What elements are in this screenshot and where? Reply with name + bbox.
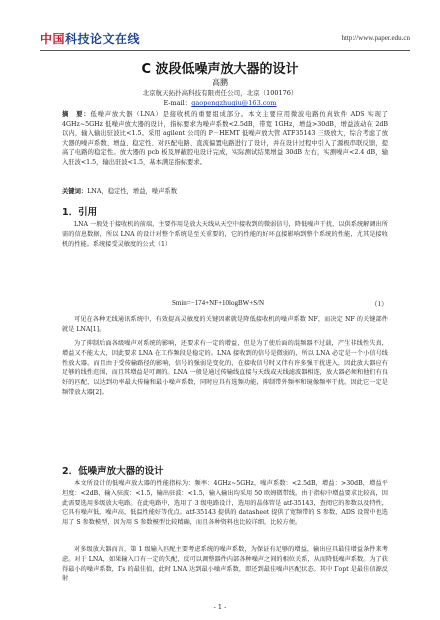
paper-author: 高鹏 xyxy=(212,78,228,87)
abstract-label: 摘 要： xyxy=(62,111,91,118)
keywords xyxy=(62,186,388,195)
header-divider xyxy=(40,50,410,51)
paragraph: LNA 一般处于接收机的前端，主要作用是放大天线从天空中接收到的微弱信号，降低噪声干扰，以供系统解调出所需的信息数据，所以 LNA 的设计对整个系统是至关重要的，它的性能的好坏直接影响到整个系统的性能，尤其是接收机的性能。系统接受灵敏度的公式（1） xyxy=(62,221,388,248)
paragraph: 本文所设计的低噪声放大器的性能指标为：频率：4GHz~5GHz，噪声系数：<2.5dB，增益：>30dB，增益平坦度：<2dB，输入驻波：<1.5，输出驻波：<1.5，输入输出均采用 50 欧姆微带线。由于指标中增益要求比较高，因此需要选用多级放大电路。在此电路中，选用了 3 级电路设计，选用的晶体管是 atf-35143，查阅它的参数以及特性，它具有噪声低，噪声高，低温性能好等优点。atf-35143 提供的 datasheet 提供了宽频带的 S 参数，ADS 设置中也选用了 S 参数模型，因为用 S 参数模型比较精确，而且各种资料也比较详细，比较方便。 xyxy=(62,480,388,527)
abstract xyxy=(62,110,388,168)
site-logo xyxy=(40,30,140,47)
paragraph: 为了抑制后面各级噪声对系统的影响，还要求有一定的增益，但是为了使后面的混频器不过载，产生非线性失真，增益又不能太大，因此要求 LNA 在工作频段是稳定的。LNA 接收到的信号是微弱的，所以 LNA 必定是一个小信号线性放大器。而且由于受传输路径的影响，信号的强弱是变化的，在接收信号时又伴有许多强干扰进入，因此放大器应有足够的线性范围，而且其增益是可调的。LNA 一般是通过传输线直接与天线或天线滤波器相连，放大器必须和他们有良好的匹配，以达到功率最大传输和最小噪声系数，同时应具有选频功能，抑制带外频率和镜像频率干扰。因此它一定是频带放大器[2]。 xyxy=(62,340,388,396)
logo-part-2: 科技论文在线 xyxy=(65,32,141,46)
equation-expression: Smin=−174+NF+10logBW+S/N xyxy=(172,299,265,307)
abstract-text: 低噪声放大器（LNA）是接收机的重要组成部分。本文主要应用微波电路仿真软件 ADS 实现了 4GHz~5GHz 低噪声放大器的设计，指标要求为噪声系数<2.5dB，带宽 1GHz，增益>30dB，增益波动在 2dB 以内，输入输出驻波比<1.5。采用 agilent 公司的 P－HEMT 低噪声放大管 ATF35143 三级放大，综合考虑了放大器的噪声系数、增益、稳定性、对匹配电路、直流偏置电路进行了设计，并在设计过程中引入了源极串联反馈，提高了电路的稳定性。放大器的 pcb 板及屏蔽腔电设计完成，实际测试结果增益 30dB 左右，实测噪声<2.4 dB，输入驻波<1.5，输出驻波<1.5，基本满足指标要求。 xyxy=(62,111,389,166)
equation-number: （1） xyxy=(370,300,388,308)
section-heading-design: 2．低噪声放大器的设计 xyxy=(62,466,164,477)
paragraph: 对多级放大器而言，第 1 级输入匹配主要考虑系统的噪声系数，为保证有足够的增益，输出应具最佳增益条件来考虑。对于 LNA，如果输入口有一定的失配，反可以调整器件内部各种噪声之间的相位关系，从而降低噪声系数。为了获得最小的噪声系数，Γs 的最佳值，此时 LNA 达到最小噪声系数，即还到最佳噪声匹配状态。其中 Γopt 是最佳信源反射 xyxy=(62,546,388,583)
keywords-text: LNA，稳定性，增益，噪声系数 xyxy=(87,188,177,195)
paragraph: 可见在各种无线通讯系统中，有效提高灵敏度的关键因素就是降低接收机的噪声系数 NF，而决定 NF 的关键部件就是 LNA[1]。 xyxy=(62,316,388,333)
author-affiliation: 北京航天拓扑高科技有限责任公司，北京（100176） xyxy=(142,89,298,97)
paper-title: C 波段低噪声放大器的设计 xyxy=(141,62,299,77)
author-email-line xyxy=(0,98,440,107)
author-email-link[interactable]: gaopengzhuqiu@163.com xyxy=(191,99,277,107)
keywords-label: 关键词： xyxy=(62,188,88,195)
page-number: - 1 - xyxy=(213,603,227,611)
equation xyxy=(62,299,388,309)
email-label: E-mail： xyxy=(163,99,192,107)
section-heading-introduction: 1．引用 xyxy=(62,207,98,218)
site-url[interactable]: http://www.paper.edu.cn xyxy=(341,34,410,42)
journal-header xyxy=(40,30,410,50)
logo-part-1: 中国 xyxy=(40,32,66,46)
